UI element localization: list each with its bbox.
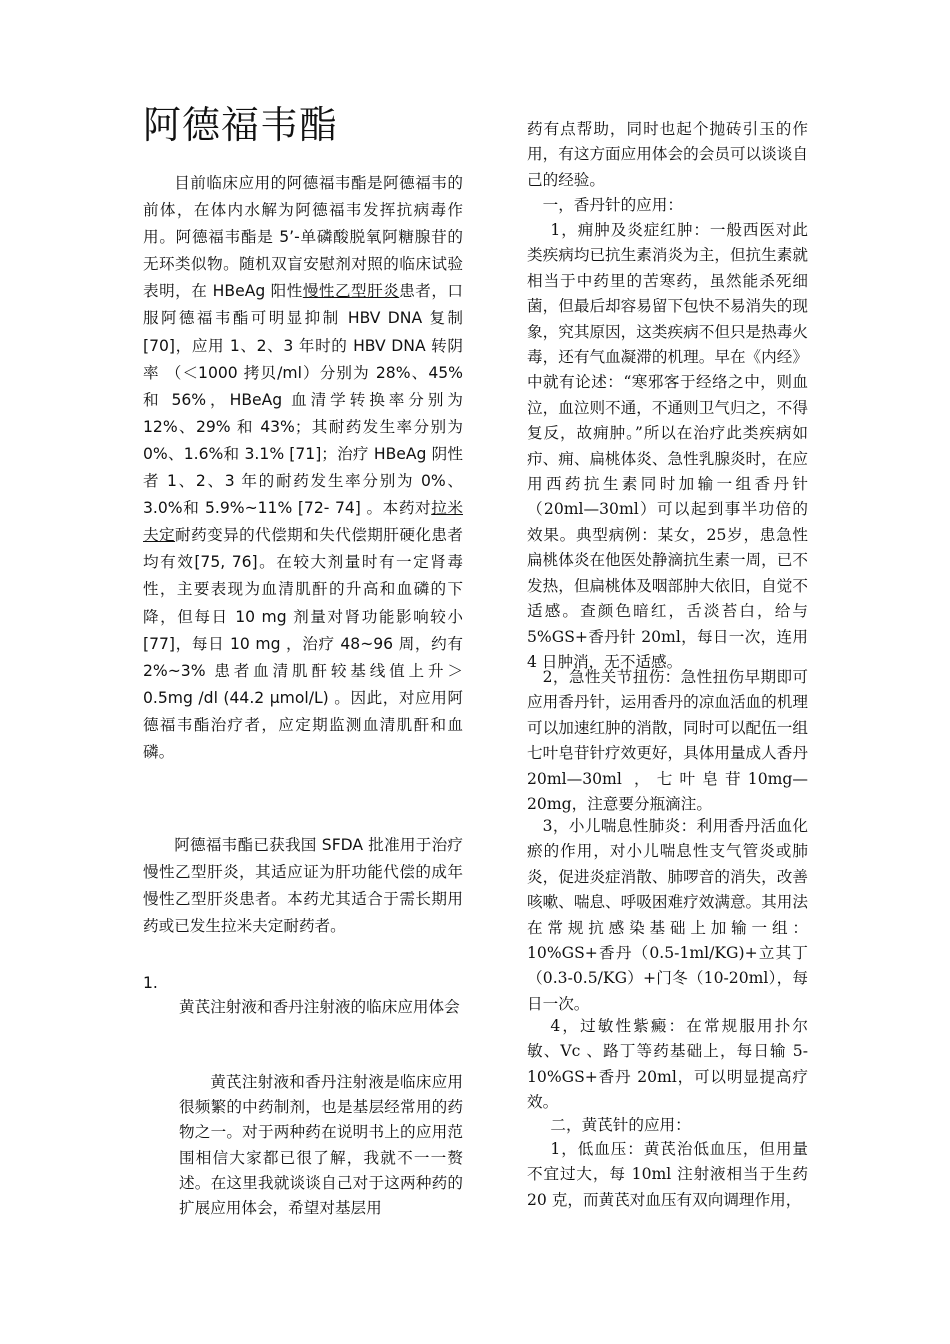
paragraph-intro: 黄芪注射液和香丹注射液是临床应用很频繁的中药制剂，也是基层经常用的药物之一。对于两种药在说明书上的应用范围相信大家都已很了解，我就不一一赘述。在这里我就谈谈自己对于这两种药的扩展应用体会，希望对基层用 [179, 1073, 463, 1218]
link-lamivudine[interactable]: 拉米夫定 [143, 499, 463, 545]
list-number: 1. [143, 974, 158, 992]
page-title: 阿德福韦酯 [143, 103, 339, 147]
text-segment: 目前临床应用的阿德福韦酯是阿德福韦的前体，在体内水解为阿德福韦发挥抗病毒作用。阿德福韦酯是 5’-单磷酸脱氧阿糖腺苷的无环类似物。随机双盲安慰剂对照的临床试验表明，在 HBeAg 阳性 [143, 174, 463, 301]
paragraph-pediatric-pneumonia: 3，小儿喘息性肺炎：利用香丹活血化瘀的作用，对小儿喘息性支气管炎或肺炎，促进炎症消散、肺啰音的消失，改善咳嗽、喘息、呼吸困难疗效满意。其用法在常规抗感染基础上加输一组：10%GS+香丹（0.5-1ml/KG)+立其丁（0.3-0.5/KG）+门冬（10-20ml），每日一次。 [527, 817, 808, 1013]
heading-huangqi: 二，黄芪针的应用： [550, 1116, 691, 1134]
section-heading: 黄芪注射液和香丹注射液的临床应用体会 [179, 998, 460, 1016]
paragraph-carbuncle: 1，痈肿及炎症红肿：一般西医对此类疾病均已抗生素消炎为主，但抗生素就相当于中药里的苦寒药，虽然能杀死细菌，但最后却容易留下包快不易消失的现象，究其原因，这类疾病不但只是热毒火毒，还有气血凝滞的机理。早在《内经》中就有论述：“寒邪客于经络之中，则血泣，血泣则不通，不通则卫气归之，不得复反，故痈肿。”所以在治疗此类疾病如疖、痈、扁桃体炎、急性乳腺炎时，在应用西药抗生素同时加输一组香丹针（20ml—30ml）可以起到事半功倍的效果。典型病例：某女，25岁，患急性扁桃体炎在他医处静滴抗生素一周，已不发热，但扁桃体及咽部肿大依旧，自觉不适感。查颜色暗红，舌淡苔白，给与 5%GS+香丹针 20ml，每日一次，连用 4 日肿消，无不适感。 [527, 221, 808, 671]
paragraph-purpura: 4，过敏性紫癜：在常规服用扑尔敏、Vc 、路丁等药基础上，每日输 5-10%GS+香丹 20ml，可以明显提高疗效。 [527, 1017, 808, 1112]
text-segment: 患者，口服阿德福韦酯可明显抑制 HBV DNA 复制[70]，应用 1、2、3 年时的 HBV DNA 转阴率 （＜1000 拷贝/ml）分别为 28%、45%和 56%，HBeAg 血清学转换率分别为 12%、29% 和 43%；其耐药发生率分别为 0%、1.6%和 3.1% [71]；治疗 HBeAg 阴性者 1、2、3 年的耐药发生率分别为 0%、3.0%和 5.9%~11% [72- 74] 。本药对 [143, 282, 463, 518]
paragraph-adefovir-overview [143, 170, 463, 766]
paragraph-sprain: 2，急性关节扭伤：急性扭伤早期即可应用香丹针，运用香丹的凉血活血的机理可以加速红肿的消散，同时可以配伍一组七叶皂苷针疗效更好，具体用量成人香丹 20ml—30ml ，七叶皂苷10mg—20mg，注意要分瓶滴注。 [527, 668, 808, 814]
link-chronic-hepatitis-b[interactable]: 慢性乙型肝炎 [302, 282, 400, 301]
paragraph-intro-continued: 药有点帮助，同时也起个抛砖引玉的作用，有这方面应用体会的会员可以谈谈自己的经验。 [527, 120, 808, 189]
heading-xiangdan: 一，香丹针的应用： [542, 196, 683, 214]
paragraph-sfda-approval: 阿德福韦酯已获我国 SFDA 批准用于治疗慢性乙型肝炎，其适应证为肝功能代偿的成年慢性乙型肝炎患者。本药尤其适合于需长期用药或已发生拉米夫定耐药者。 [143, 836, 463, 936]
paragraph-hypotension: 1，低血压：黄芪治低血压，但用量不宜过大，每 10ml 注射液相当于生药 20 克，而黄芪对血压有双向调理作用， [527, 1140, 808, 1209]
text-segment: 耐药变异的代偿期和失代偿期肝硬化患者均有效[75, 76]。在较大剂量时有一定肾毒性，主要表现为血清肌酐的升高和血磷的下降，但每日 10 mg 剂量对肾功能影响较小[77]，每日 10 mg ，治疗 48~96 周，约有 2%~3% 患者血清肌酐较基线值上升＞0.5mg /dl (44.2 μmol/L) 。因此，对应用阿德福韦酯治疗者，应定期监测血清肌酐和血磷。 [143, 526, 463, 761]
